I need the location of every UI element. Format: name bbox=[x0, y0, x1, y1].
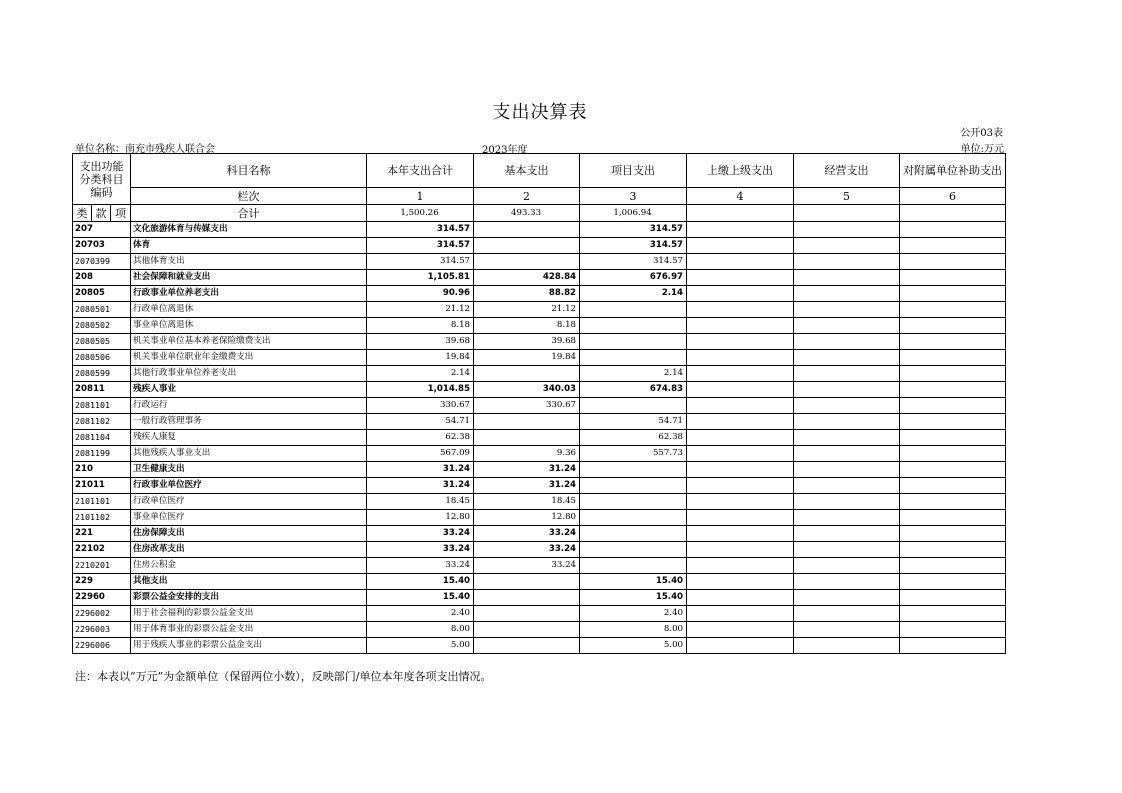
row-value bbox=[580, 542, 687, 558]
row-value bbox=[900, 318, 1006, 334]
total-value: 1,500.26 bbox=[367, 205, 474, 222]
table-row bbox=[73, 366, 1006, 382]
table-row bbox=[73, 606, 1006, 622]
total-value bbox=[900, 205, 1006, 222]
row-value: 314.57 bbox=[367, 254, 474, 270]
column-header: 对附属单位补助支出 bbox=[900, 154, 1006, 188]
row-value bbox=[687, 382, 794, 398]
row-value bbox=[794, 414, 900, 430]
row-value: 33.24 bbox=[367, 558, 474, 574]
row-name: 事业单位医疗 bbox=[131, 510, 367, 526]
row-name: 行政单位离退休 bbox=[131, 302, 367, 318]
total-value bbox=[794, 205, 900, 222]
row-value bbox=[687, 462, 794, 478]
row-value: 62.38 bbox=[580, 430, 687, 446]
row-value bbox=[794, 638, 900, 654]
row-value bbox=[687, 366, 794, 382]
row-code: 229 bbox=[73, 574, 131, 590]
row-value: 676.97 bbox=[580, 270, 687, 286]
row-value: 330.67 bbox=[474, 398, 580, 414]
row-code: 2101101 bbox=[73, 494, 131, 510]
row-value bbox=[687, 350, 794, 366]
row-code: 2101102 bbox=[73, 510, 131, 526]
row-value: 18.45 bbox=[474, 494, 580, 510]
row-value bbox=[794, 398, 900, 414]
row-value bbox=[794, 606, 900, 622]
row-value bbox=[794, 382, 900, 398]
row-value: 314.57 bbox=[580, 254, 687, 270]
row-value: 674.83 bbox=[580, 382, 687, 398]
table-row bbox=[73, 494, 1006, 510]
row-value bbox=[687, 622, 794, 638]
row-value bbox=[474, 222, 580, 238]
row-value bbox=[474, 366, 580, 382]
column-header: 基本支出 bbox=[474, 154, 580, 188]
row-value bbox=[900, 622, 1006, 638]
row-value: 33.24 bbox=[474, 542, 580, 558]
row-value: 62.38 bbox=[367, 430, 474, 446]
row-value bbox=[794, 270, 900, 286]
row-value bbox=[580, 558, 687, 574]
row-value: 8.00 bbox=[367, 622, 474, 638]
row-value bbox=[580, 318, 687, 334]
row-value: 31.24 bbox=[474, 462, 580, 478]
row-name: 其他支出 bbox=[131, 574, 367, 590]
table-row bbox=[73, 510, 1006, 526]
row-value bbox=[580, 302, 687, 318]
row-value bbox=[900, 270, 1006, 286]
row-code: 20703 bbox=[73, 238, 131, 254]
row-value: 314.57 bbox=[580, 238, 687, 254]
row-value bbox=[794, 542, 900, 558]
row-code: 207 bbox=[73, 222, 131, 238]
row-value: 2.40 bbox=[580, 606, 687, 622]
row-name: 卫生健康支出 bbox=[131, 462, 367, 478]
row-code: 2081102 bbox=[73, 414, 131, 430]
row-value bbox=[687, 254, 794, 270]
row-value: 39.68 bbox=[474, 334, 580, 350]
row-value bbox=[687, 606, 794, 622]
row-value bbox=[900, 510, 1006, 526]
table-row bbox=[73, 302, 1006, 318]
row-value: 314.57 bbox=[580, 222, 687, 238]
row-value bbox=[794, 558, 900, 574]
total-value bbox=[687, 205, 794, 222]
row-name: 其他行政事业单位养老支出 bbox=[131, 366, 367, 382]
row-value bbox=[900, 494, 1006, 510]
name-column-header: 科目名称 bbox=[131, 154, 367, 188]
table-row bbox=[73, 558, 1006, 574]
table-row bbox=[73, 526, 1006, 542]
row-value: 557.73 bbox=[580, 446, 687, 462]
row-value bbox=[687, 334, 794, 350]
row-code: 22960 bbox=[73, 590, 131, 606]
row-value bbox=[687, 286, 794, 302]
row-value bbox=[900, 238, 1006, 254]
row-value bbox=[794, 254, 900, 270]
row-name: 其他残疾人事业支出 bbox=[131, 446, 367, 462]
row-value bbox=[687, 302, 794, 318]
row-value bbox=[687, 590, 794, 606]
lanci-label: 栏次 bbox=[131, 188, 367, 205]
row-name: 行政运行 bbox=[131, 398, 367, 414]
row-value bbox=[687, 542, 794, 558]
row-value bbox=[474, 574, 580, 590]
row-value bbox=[580, 510, 687, 526]
row-code: 22102 bbox=[73, 542, 131, 558]
row-value bbox=[900, 398, 1006, 414]
row-value: 8.18 bbox=[474, 318, 580, 334]
row-value: 19.84 bbox=[367, 350, 474, 366]
unit-name: 单位名称：南充市残疾人联合会 bbox=[75, 144, 215, 155]
row-name: 住房公积金 bbox=[131, 558, 367, 574]
row-name: 社会保障和就业支出 bbox=[131, 270, 367, 286]
total-row bbox=[73, 205, 1006, 222]
row-code: 2296003 bbox=[73, 622, 131, 638]
table-row bbox=[73, 334, 1006, 350]
row-value bbox=[687, 270, 794, 286]
row-value bbox=[794, 302, 900, 318]
row-code: 210 bbox=[73, 462, 131, 478]
total-value: 1,006.94 bbox=[580, 205, 687, 222]
row-value bbox=[794, 574, 900, 590]
row-name: 机关事业单位职业年金缴费支出 bbox=[131, 350, 367, 366]
row-value bbox=[900, 350, 1006, 366]
row-value bbox=[794, 350, 900, 366]
row-value: 1,014.85 bbox=[367, 382, 474, 398]
row-value bbox=[900, 430, 1006, 446]
row-code: 2080502 bbox=[73, 318, 131, 334]
row-value bbox=[580, 478, 687, 494]
row-value bbox=[900, 382, 1006, 398]
row-name: 事业单位离退休 bbox=[131, 318, 367, 334]
lei-label: 类 bbox=[73, 205, 92, 222]
row-value: 18.45 bbox=[367, 494, 474, 510]
row-code: 20811 bbox=[73, 382, 131, 398]
row-value bbox=[580, 526, 687, 542]
row-value bbox=[687, 222, 794, 238]
row-value bbox=[794, 622, 900, 638]
row-value bbox=[794, 334, 900, 350]
row-name: 体育 bbox=[131, 238, 367, 254]
row-name: 残疾人康复 bbox=[131, 430, 367, 446]
row-value bbox=[474, 590, 580, 606]
row-code: 20805 bbox=[73, 286, 131, 302]
total-label: 合计 bbox=[131, 205, 367, 222]
row-name: 机关事业单位基本养老保险缴费支出 bbox=[131, 334, 367, 350]
row-value: 33.24 bbox=[474, 558, 580, 574]
row-name: 住房保障支出 bbox=[131, 526, 367, 542]
row-value bbox=[794, 510, 900, 526]
row-value: 19.84 bbox=[474, 350, 580, 366]
row-value bbox=[687, 318, 794, 334]
row-value: 340.03 bbox=[474, 382, 580, 398]
row-value: 90.96 bbox=[367, 286, 474, 302]
row-value bbox=[794, 222, 900, 238]
column-number: 2 bbox=[474, 188, 580, 205]
header-row bbox=[73, 154, 1006, 188]
column-number-row bbox=[73, 188, 1006, 205]
row-name: 彩票公益金安排的支出 bbox=[131, 590, 367, 606]
row-value bbox=[580, 334, 687, 350]
row-value: 314.57 bbox=[367, 238, 474, 254]
table-row bbox=[73, 382, 1006, 398]
row-value: 54.71 bbox=[367, 414, 474, 430]
row-value bbox=[900, 526, 1006, 542]
row-code: 2210201 bbox=[73, 558, 131, 574]
table-row bbox=[73, 398, 1006, 414]
row-value: 33.24 bbox=[367, 526, 474, 542]
row-code: 2080506 bbox=[73, 350, 131, 366]
row-value bbox=[900, 558, 1006, 574]
row-value bbox=[794, 590, 900, 606]
row-name: 用于体育事业的彩票公益金支出 bbox=[131, 622, 367, 638]
row-value: 2.40 bbox=[367, 606, 474, 622]
row-value: 428.84 bbox=[474, 270, 580, 286]
row-value bbox=[687, 574, 794, 590]
row-value: 54.71 bbox=[580, 414, 687, 430]
row-value: 33.24 bbox=[474, 526, 580, 542]
row-value bbox=[900, 366, 1006, 382]
row-value bbox=[794, 526, 900, 542]
column-number: 1 bbox=[367, 188, 474, 205]
currency-unit: 单位:万元 bbox=[960, 144, 1004, 155]
row-code: 2081104 bbox=[73, 430, 131, 446]
row-value: 21.12 bbox=[474, 302, 580, 318]
row-value: 31.24 bbox=[474, 478, 580, 494]
row-name: 住房改革支出 bbox=[131, 542, 367, 558]
row-value: 567.09 bbox=[367, 446, 474, 462]
row-value bbox=[900, 638, 1006, 654]
row-value: 5.00 bbox=[580, 638, 687, 654]
row-name: 残疾人事业 bbox=[131, 382, 367, 398]
row-value bbox=[687, 558, 794, 574]
row-value: 8.18 bbox=[367, 318, 474, 334]
page-title: 支出决算表 bbox=[492, 102, 588, 123]
row-value bbox=[474, 238, 580, 254]
row-value bbox=[580, 350, 687, 366]
column-number: 6 bbox=[900, 188, 1006, 205]
row-value: 12.80 bbox=[474, 510, 580, 526]
row-code: 21011 bbox=[73, 478, 131, 494]
row-value: 5.00 bbox=[367, 638, 474, 654]
table-row bbox=[73, 638, 1006, 654]
row-code: 2080599 bbox=[73, 366, 131, 382]
row-value: 21.12 bbox=[367, 302, 474, 318]
table-row bbox=[73, 270, 1006, 286]
fiscal-year: 2023年度 bbox=[482, 145, 528, 156]
table-row bbox=[73, 254, 1006, 270]
column-number: 3 bbox=[580, 188, 687, 205]
row-code: 221 bbox=[73, 526, 131, 542]
row-value: 8.00 bbox=[580, 622, 687, 638]
row-value bbox=[687, 638, 794, 654]
row-name: 用于社会福利的彩票公益金支出 bbox=[131, 606, 367, 622]
row-value bbox=[900, 574, 1006, 590]
row-code: 2081101 bbox=[73, 398, 131, 414]
row-value: 15.40 bbox=[367, 574, 474, 590]
row-value bbox=[474, 414, 580, 430]
row-name: 行政事业单位养老支出 bbox=[131, 286, 367, 302]
row-value bbox=[900, 478, 1006, 494]
row-value bbox=[900, 542, 1006, 558]
row-value bbox=[474, 254, 580, 270]
row-name: 用于残疾人事业的彩票公益金支出 bbox=[131, 638, 367, 654]
row-value: 314.57 bbox=[367, 222, 474, 238]
row-value bbox=[580, 462, 687, 478]
row-value: 12.80 bbox=[367, 510, 474, 526]
column-number: 5 bbox=[794, 188, 900, 205]
table-row bbox=[73, 542, 1006, 558]
table-row bbox=[73, 414, 1006, 430]
row-value bbox=[900, 606, 1006, 622]
row-value bbox=[900, 254, 1006, 270]
row-value bbox=[794, 238, 900, 254]
table-row bbox=[73, 446, 1006, 462]
row-name: 其他体育支出 bbox=[131, 254, 367, 270]
row-value: 2.14 bbox=[580, 286, 687, 302]
row-value: 39.68 bbox=[367, 334, 474, 350]
row-value: 31.24 bbox=[367, 478, 474, 494]
row-code: 2296002 bbox=[73, 606, 131, 622]
xiang-label: 项 bbox=[111, 205, 131, 222]
table-row bbox=[73, 574, 1006, 590]
row-value bbox=[687, 494, 794, 510]
row-value: 2.14 bbox=[367, 366, 474, 382]
row-value bbox=[474, 622, 580, 638]
row-code: 2080501 bbox=[73, 302, 131, 318]
row-value bbox=[794, 430, 900, 446]
row-value bbox=[580, 398, 687, 414]
table-row bbox=[73, 318, 1006, 334]
row-value: 15.40 bbox=[580, 574, 687, 590]
row-value bbox=[580, 494, 687, 510]
row-code: 2296006 bbox=[73, 638, 131, 654]
column-header: 上缴上级支出 bbox=[687, 154, 794, 188]
row-value bbox=[794, 462, 900, 478]
table-row bbox=[73, 238, 1006, 254]
total-value: 493.33 bbox=[474, 205, 580, 222]
column-number: 4 bbox=[687, 188, 794, 205]
row-value bbox=[474, 430, 580, 446]
table-row bbox=[73, 590, 1006, 606]
row-value: 15.40 bbox=[367, 590, 474, 606]
code-column-header: 支出功能分类科目编码 bbox=[73, 154, 131, 205]
row-value bbox=[900, 462, 1006, 478]
row-value bbox=[687, 510, 794, 526]
row-value bbox=[474, 638, 580, 654]
row-value bbox=[794, 494, 900, 510]
row-value bbox=[900, 302, 1006, 318]
row-value bbox=[687, 478, 794, 494]
row-value bbox=[687, 446, 794, 462]
row-value: 31.24 bbox=[367, 462, 474, 478]
row-name: 行政单位医疗 bbox=[131, 494, 367, 510]
row-value: 330.67 bbox=[367, 398, 474, 414]
row-code: 2081199 bbox=[73, 446, 131, 462]
row-value bbox=[687, 414, 794, 430]
table-row bbox=[73, 462, 1006, 478]
row-value bbox=[687, 398, 794, 414]
row-value bbox=[900, 590, 1006, 606]
row-value bbox=[687, 430, 794, 446]
row-value bbox=[794, 366, 900, 382]
table-row bbox=[73, 222, 1006, 238]
column-header: 项目支出 bbox=[580, 154, 687, 188]
table-row bbox=[73, 430, 1006, 446]
table-row bbox=[73, 622, 1006, 638]
row-value bbox=[900, 414, 1006, 430]
row-name: 行政事业单位医疗 bbox=[131, 478, 367, 494]
row-value bbox=[794, 478, 900, 494]
form-number: 公开03表 bbox=[960, 128, 1003, 139]
row-value: 9.36 bbox=[474, 446, 580, 462]
row-code: 2070399 bbox=[73, 254, 131, 270]
row-value: 33.24 bbox=[367, 542, 474, 558]
row-value bbox=[900, 222, 1006, 238]
footnote: 注：本表以“万元”为金额单位（保留两位小数），反映部门/单位本年度各项支出情况。 bbox=[75, 670, 492, 683]
row-value: 88.82 bbox=[474, 286, 580, 302]
table-row bbox=[73, 478, 1006, 494]
row-value bbox=[687, 238, 794, 254]
column-header: 本年支出合计 bbox=[367, 154, 474, 188]
kuan-label: 款 bbox=[92, 205, 111, 222]
row-value bbox=[900, 334, 1006, 350]
table-row bbox=[73, 286, 1006, 302]
row-value bbox=[900, 286, 1006, 302]
row-value bbox=[474, 606, 580, 622]
row-value: 15.40 bbox=[580, 590, 687, 606]
row-value bbox=[900, 446, 1006, 462]
table-row bbox=[73, 350, 1006, 366]
row-value bbox=[794, 318, 900, 334]
column-header: 经营支出 bbox=[794, 154, 900, 188]
row-name: 一般行政管理事务 bbox=[131, 414, 367, 430]
row-value bbox=[687, 526, 794, 542]
row-code: 208 bbox=[73, 270, 131, 286]
row-value bbox=[794, 286, 900, 302]
row-value: 2.14 bbox=[580, 366, 687, 382]
row-code: 2080505 bbox=[73, 334, 131, 350]
row-name: 文化旅游体育与传媒支出 bbox=[131, 222, 367, 238]
expenditure-table bbox=[72, 153, 1006, 654]
row-value: 1,105.81 bbox=[367, 270, 474, 286]
row-value bbox=[794, 446, 900, 462]
